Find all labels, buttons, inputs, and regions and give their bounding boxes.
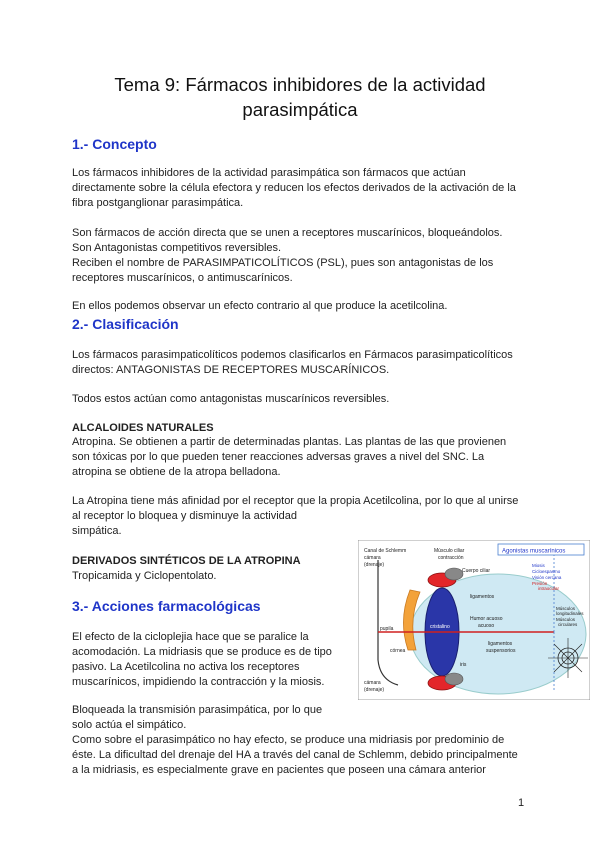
text-line: son tóxicas por lo que pueden tener reacciones adversas graves a nivel del SNC. La: [72, 451, 485, 463]
paragraph-acciones-1: [72, 630, 332, 690]
paragraph-clasificacion-1: [72, 348, 513, 378]
paragraph-acciones-3: [72, 733, 518, 778]
text-line: a la midriasis, es especialmente grave en pacientes que poseen una cámara anterior: [72, 764, 486, 776]
text-line: Son Antagonistas competitivos reversibles.: [72, 242, 282, 254]
label-musculo-ciliar: Músculo ciliar: [434, 548, 465, 554]
text-line: atropina se obtiene de la atropa belladona.: [72, 466, 281, 478]
ciliary-body-bottom: [445, 673, 463, 685]
section-heading-clasificacion: 2.- Clasificación: [72, 316, 179, 332]
label-musc-long-1: Músculos: [556, 606, 576, 611]
text-line: al receptor lo bloquea y disminuye la actividad: [72, 510, 298, 522]
subheading-derivados: DERIVADOS SINTÉTICOS DE LA ATROPINA: [72, 555, 301, 567]
legend-presion: Presión: [532, 581, 548, 586]
paragraph-afinidad: [72, 494, 518, 539]
text-line: Atropina. Se obtienen a partir de determinadas plantas. Las plantas de las que provienen: [72, 436, 507, 448]
eye-anatomy-figure: [358, 540, 590, 700]
label-contraccion: contracción: [438, 555, 464, 561]
paragraph-clasificacion-2: Todos estos actúan como antagonistas muscarínicos reversibles.: [72, 393, 390, 405]
label-musc-circ-1: Músculos: [556, 617, 576, 622]
ciliary-body-top: [445, 568, 463, 580]
label-suspensorios: suspensorios: [486, 648, 516, 654]
label-canal: Canal de Schlemm: [364, 548, 407, 554]
page-title-line1: Tema 9: Fármacos inhibidores de la actividad: [114, 74, 486, 95]
paragraph-derivados: Tropicamida y Ciclopentolato.: [72, 570, 217, 582]
text-line: La Atropina tiene más afinidad por el receptor que la propia Acetilcolina, por lo que al unirse: [72, 495, 519, 507]
text-line: El efecto de la cicloplejia hace que se paralice la: [72, 631, 309, 643]
text-line: receptores muscarínicos, o antimuscarínicos.: [72, 272, 293, 284]
legend-cicloespasmo: Cicloespasmo: [532, 569, 561, 574]
text-line: directamente sobre la célula efectora y reducen los efectos derivados de la activación de la: [72, 182, 516, 194]
text-line: fibra postganglionar parasimpática.: [72, 197, 244, 209]
legend-vision: Visión cercana: [532, 575, 562, 580]
label-cristalino: cristalino: [430, 624, 450, 630]
text-line: muscarínicos, impidiendo la contracción y la miosis.: [72, 676, 325, 688]
paragraph-concepto-3: En ellos podemos observar un efecto contrario al que produce la acetilcolina.: [72, 300, 448, 312]
label-iris: iris: [460, 662, 467, 668]
label-musc-circ-2: circulares: [558, 622, 578, 627]
label-drenaje-bottom: (drenaje): [364, 687, 385, 693]
label-musc-long-2: longitudinales: [556, 611, 584, 616]
label-camara: cámara: [364, 555, 381, 561]
text-line: acomodación. La midriasis que se produce es de tipo: [72, 646, 332, 658]
agonist-box-label: Agonistas muscarínicos: [502, 548, 566, 555]
page-number: 1: [518, 797, 525, 809]
text-line: Los fármacos inhibidores de la actividad parasimpática son fármacos que actúan: [72, 167, 466, 179]
paragraph-acciones-2: [72, 703, 322, 733]
section-heading-acciones: 3.- Acciones farmacológicas: [72, 598, 261, 614]
text-line: éste. La dificultad del drenaje del HA a través del canal de Schlemm, debido principalmente: [72, 749, 518, 761]
label-ligamentos-susp: ligamentos: [488, 641, 513, 647]
label-pupila: pupila: [380, 626, 394, 632]
text-line: simpática.: [72, 525, 122, 537]
section-heading-concepto: 1.- Concepto: [72, 136, 157, 152]
legend-intraocular: intraocular: [538, 586, 560, 591]
iris-sunburst: [548, 638, 588, 678]
text-line: Como sobre el parasimpático no hay efecto, se produce una midriasis por predominio de: [72, 734, 505, 746]
text-line: solo actúa el simpático.: [72, 719, 187, 731]
label-humor: Humor acuoso: [470, 616, 503, 622]
text-line: directos: ANTAGONISTAS DE RECEPTORES MUSCARÍNICOS.: [72, 364, 390, 376]
paragraph-concepto-2: [72, 226, 502, 286]
legend-miosis: Miosis: [532, 563, 545, 568]
text-line: Son fármacos de acción directa que se unen a receptores muscarínicos, bloqueándolos.: [72, 227, 503, 239]
label-cuerpo-ciliar: Cuerpo ciliar: [462, 568, 491, 574]
paragraph-atropina: [72, 435, 506, 480]
label-acuoso: acuoso: [478, 623, 495, 629]
label-ligamentos: ligamentos: [470, 594, 495, 600]
page-title: [60, 72, 540, 122]
text-line: Reciben el nombre de PARASIMPATICOLÍTICOS (PSL), pues son antagonistas de los: [72, 257, 494, 269]
text-line: Los fármacos parasimpaticolíticos podemos clasificarlos en Fármacos parasimpaticolíticos: [72, 349, 513, 361]
label-drenaje: (drenaje): [364, 562, 385, 568]
text-line: pasivo. La Acetilcolina no activa los receptores: [72, 661, 300, 673]
text-line: Bloqueada la transmisión parasimpática, por lo que: [72, 704, 323, 716]
paragraph-concepto-1: [72, 166, 516, 211]
subheading-alcaloides: ALCALOIDES NATURALES: [72, 422, 214, 434]
label-camara-bottom: cámara: [364, 680, 381, 686]
page-title-line2: parasimpática: [242, 99, 358, 120]
label-cornea: córnea: [390, 648, 406, 654]
